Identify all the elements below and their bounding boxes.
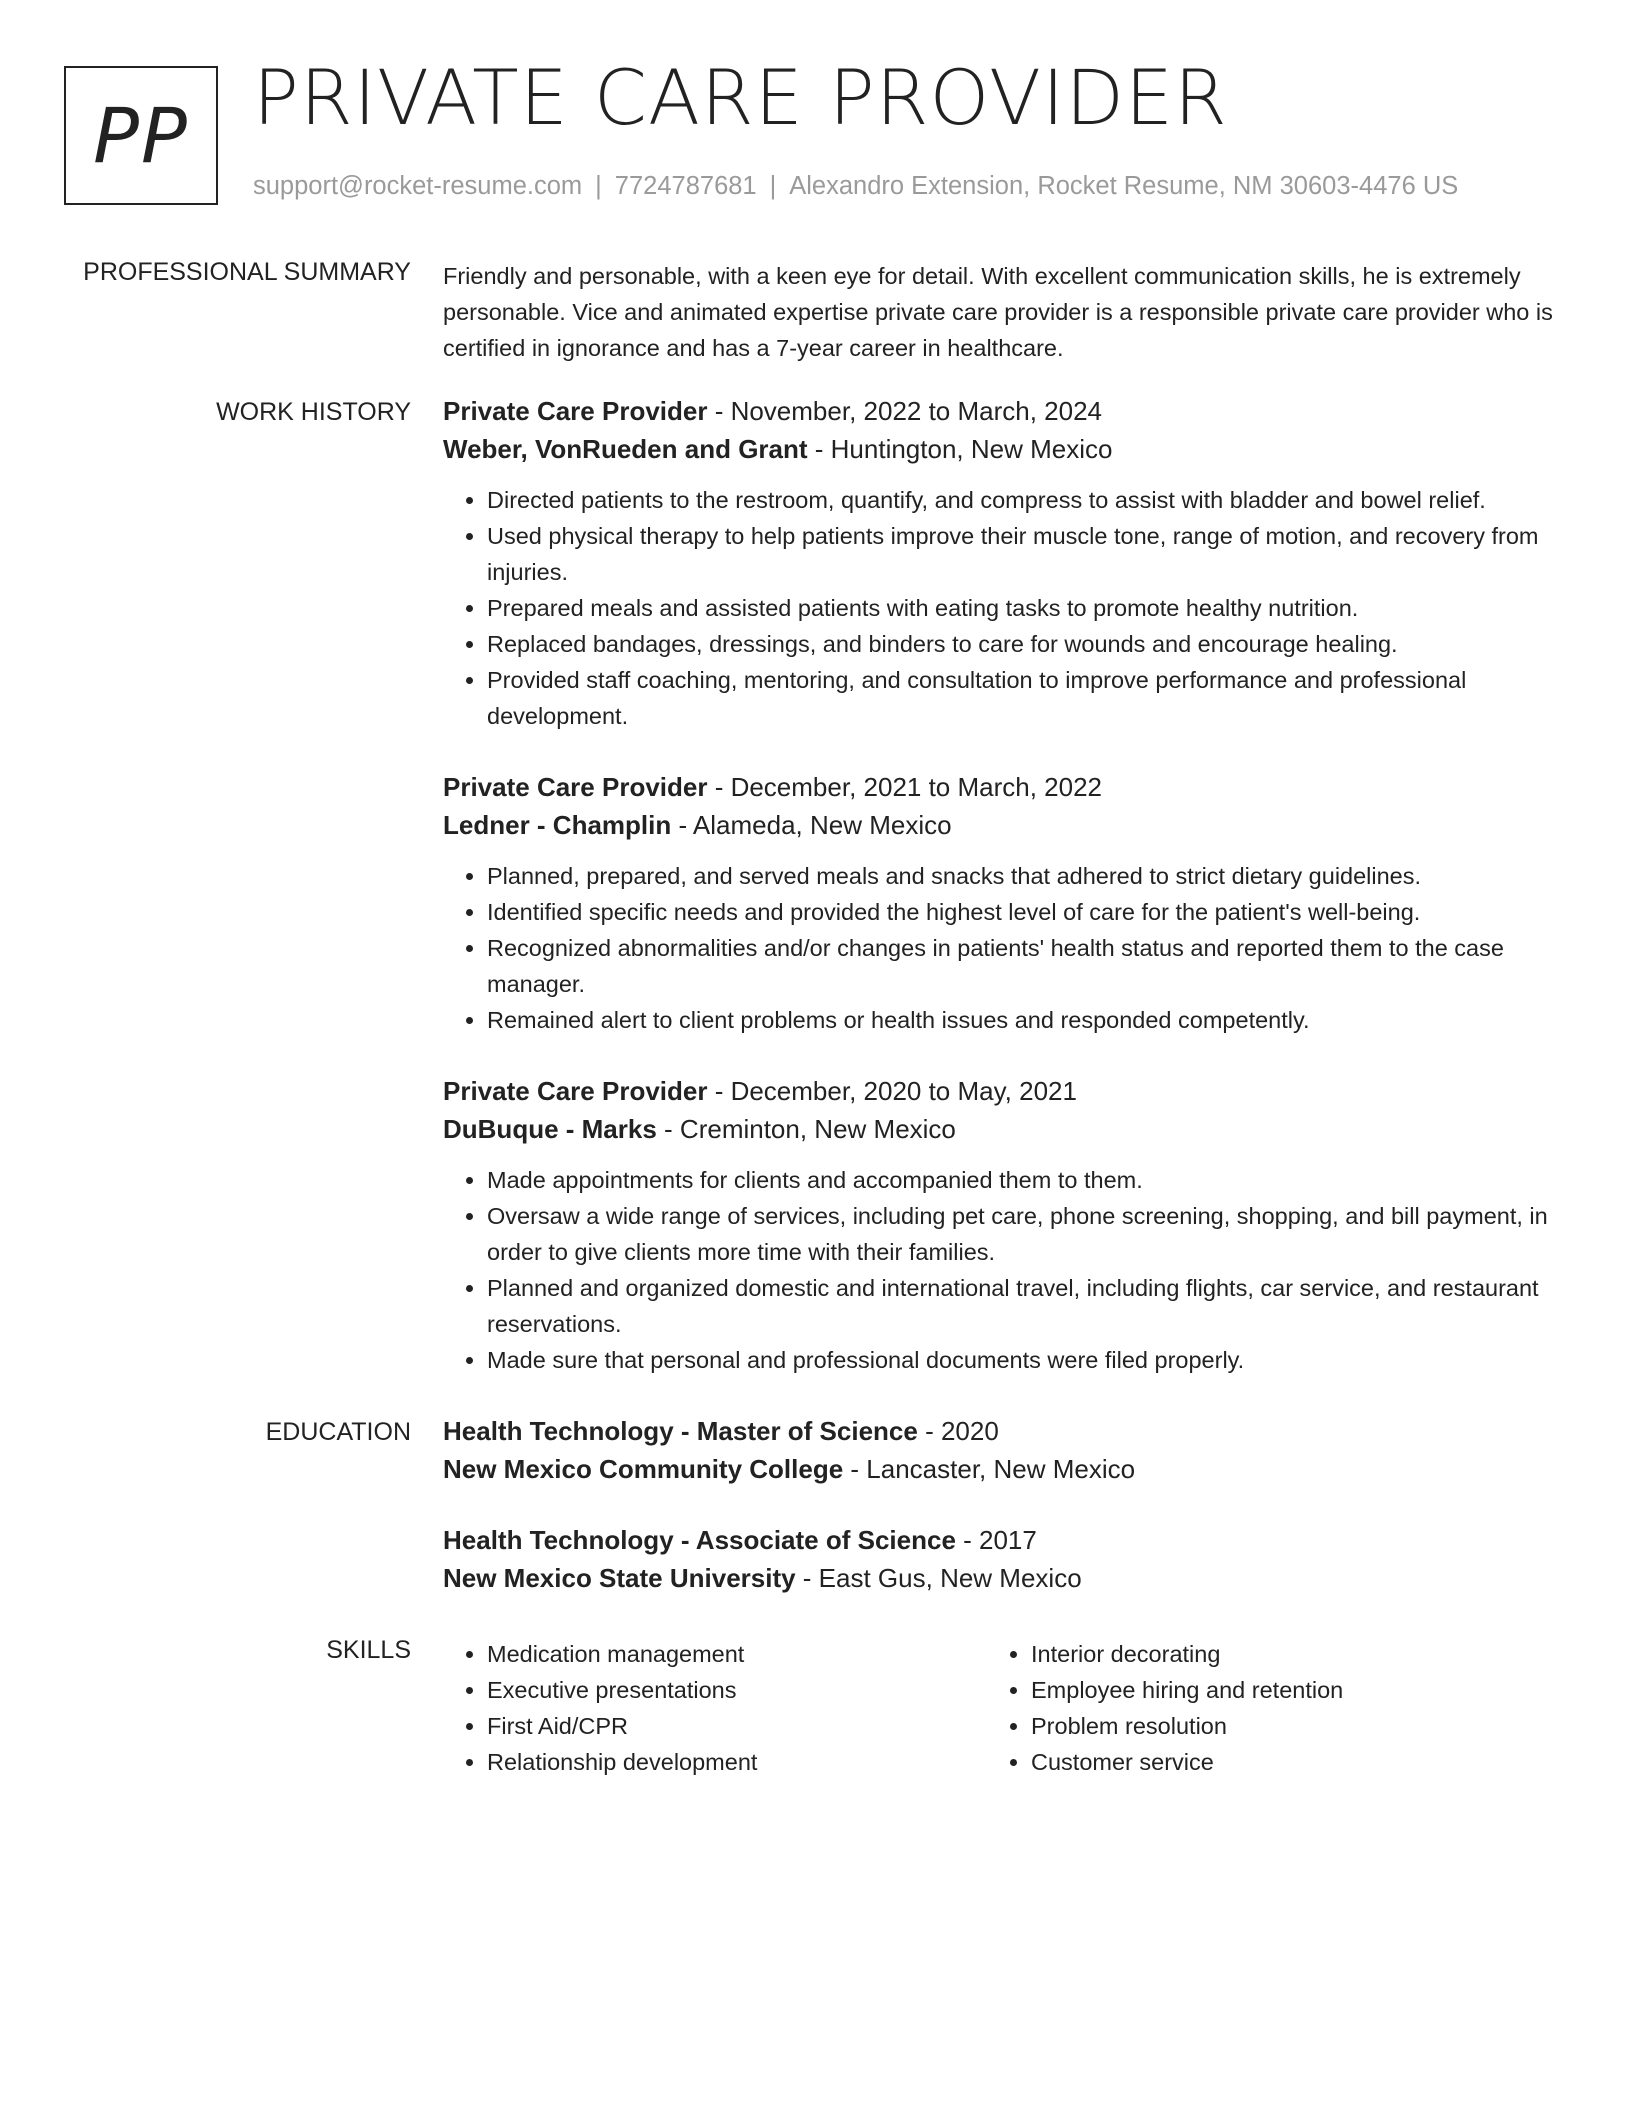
list-item: • Recognized abnormalities and/or changes in patients' health status and reported them to the case manager. — [487, 930, 1553, 1002]
job-title-line — [443, 768, 1553, 806]
degree: Health Technology - Master of Science — [443, 1416, 918, 1446]
list-item: • Medication management — [487, 1636, 987, 1672]
job-dates: - December, 2021 to March, 2022 — [707, 772, 1103, 802]
job-location: - Creminton, New Mexico — [656, 1114, 956, 1144]
education-entry — [443, 1412, 1553, 1488]
school: New Mexico State University — [443, 1563, 796, 1593]
monogram-badge: PP — [64, 66, 218, 205]
job-company: Weber, VonRueden and Grant — [443, 434, 808, 464]
job-bullets — [443, 858, 1553, 1038]
list-item: • Relationship development — [487, 1744, 987, 1780]
list-item: • Made appointments for clients and accompanied them to them. — [487, 1162, 1553, 1198]
job-location: - Alameda, New Mexico — [671, 810, 952, 840]
list-item: • Problem resolution — [1031, 1708, 1551, 1744]
skills-columns — [443, 1636, 1553, 1780]
contact-line — [253, 172, 1458, 201]
job-title-line — [443, 1072, 1553, 1110]
job-entry — [443, 392, 1553, 734]
job-company-line — [443, 430, 1553, 468]
list-item: • Used physical therapy to help patients improve their muscle tone, range of motion, and recovery from injuries. — [487, 518, 1553, 590]
list-item: • Replaced bandages, dressings, and binders to care for wounds and encourage healing. — [487, 626, 1553, 662]
job-title: Private Care Provider — [443, 1076, 708, 1106]
degree: Health Technology - Associate of Science — [443, 1525, 956, 1555]
list-item: • First Aid/CPR — [487, 1708, 987, 1744]
degree-year: - 2020 — [917, 1416, 999, 1446]
separator: | — [595, 172, 602, 200]
job-dates: - November, 2022 to March, 2024 — [707, 396, 1103, 426]
email-link[interactable]: support@rocket-resume.com — [253, 172, 583, 200]
section-heading-summary: PROFESSIONAL SUMMARY — [83, 258, 411, 286]
school-line — [443, 1450, 1553, 1488]
section-heading-education: EDUCATION — [265, 1418, 411, 1446]
school-location: - Lancaster, New Mexico — [843, 1454, 1136, 1484]
list-item: • Directed patients to the restroom, quantify, and compress to assist with bladder and bowel relief. — [487, 482, 1553, 518]
list-item: • Oversaw a wide range of services, including pet care, phone screening, shopping, and bill payment, in order to give clients more time with their families. — [487, 1198, 1553, 1270]
address: Alexandro Extension, Rocket Resume, NM 30603-4476 US — [789, 172, 1459, 200]
job-entry — [443, 1072, 1553, 1378]
school-line — [443, 1559, 1553, 1597]
list-item: • Planned and organized domestic and international travel, including flights, car service, and restaurant reservations. — [487, 1270, 1553, 1342]
job-company-line — [443, 806, 1553, 844]
list-item: • Made sure that personal and professional documents were filed properly. — [487, 1342, 1553, 1378]
list-item: • Identified specific needs and provided the highest level of care for the patient's well-being. — [487, 894, 1553, 930]
list-item: • Customer service — [1031, 1744, 1551, 1780]
list-item: • Remained alert to client problems or health issues and responded competently. — [487, 1002, 1553, 1038]
section-heading-skills: SKILLS — [326, 1636, 411, 1664]
degree-year: - 2017 — [955, 1525, 1037, 1555]
job-company: Ledner - Champlin — [443, 810, 672, 840]
job-company: DuBuque - Marks — [443, 1114, 657, 1144]
job-dates: - December, 2020 to May, 2021 — [707, 1076, 1077, 1106]
list-item: • Planned, prepared, and served meals and snacks that adhered to strict dietary guidelines. — [487, 858, 1553, 894]
list-item: • Prepared meals and assisted patients with eating tasks to promote healthy nutrition. — [487, 590, 1553, 626]
list-item: • Employee hiring and retention — [1031, 1672, 1551, 1708]
degree-line — [443, 1412, 1553, 1450]
separator: | — [769, 172, 777, 200]
job-company-line — [443, 1110, 1553, 1148]
phone-number: 7724787681 — [614, 172, 757, 200]
list-item: • Interior decorating — [1031, 1636, 1551, 1672]
education-entry — [443, 1521, 1553, 1597]
job-entry — [443, 768, 1553, 1038]
section-heading-work-history: WORK HISTORY — [216, 398, 411, 426]
job-bullets — [443, 482, 1553, 734]
page-title: PRIVATE CARE PROVIDER — [253, 53, 1228, 142]
job-title: Private Care Provider — [443, 772, 708, 802]
list-item: • Executive presentations — [487, 1672, 987, 1708]
list-item: • Provided staff coaching, mentoring, and consultation to improve performance and professional development. — [487, 662, 1553, 734]
summary-text: Friendly and personable, with a keen eye for detail. With excellent communication skills, he is extremely personable. Vice and animated expertise private care provider is a responsible private care provider who is certified in ignorance and has a 7-year career in healthcare. — [443, 263, 1553, 361]
job-location: - Huntington, New Mexico — [807, 434, 1113, 464]
job-title: Private Care Provider — [443, 396, 708, 426]
job-bullets — [443, 1162, 1553, 1378]
skills-list-left — [443, 1636, 987, 1780]
degree-line — [443, 1521, 1553, 1559]
skills-list-right — [987, 1636, 1551, 1780]
school: New Mexico Community College — [443, 1454, 844, 1484]
job-title-line — [443, 392, 1553, 430]
school-location: - East Gus, New Mexico — [795, 1563, 1082, 1593]
